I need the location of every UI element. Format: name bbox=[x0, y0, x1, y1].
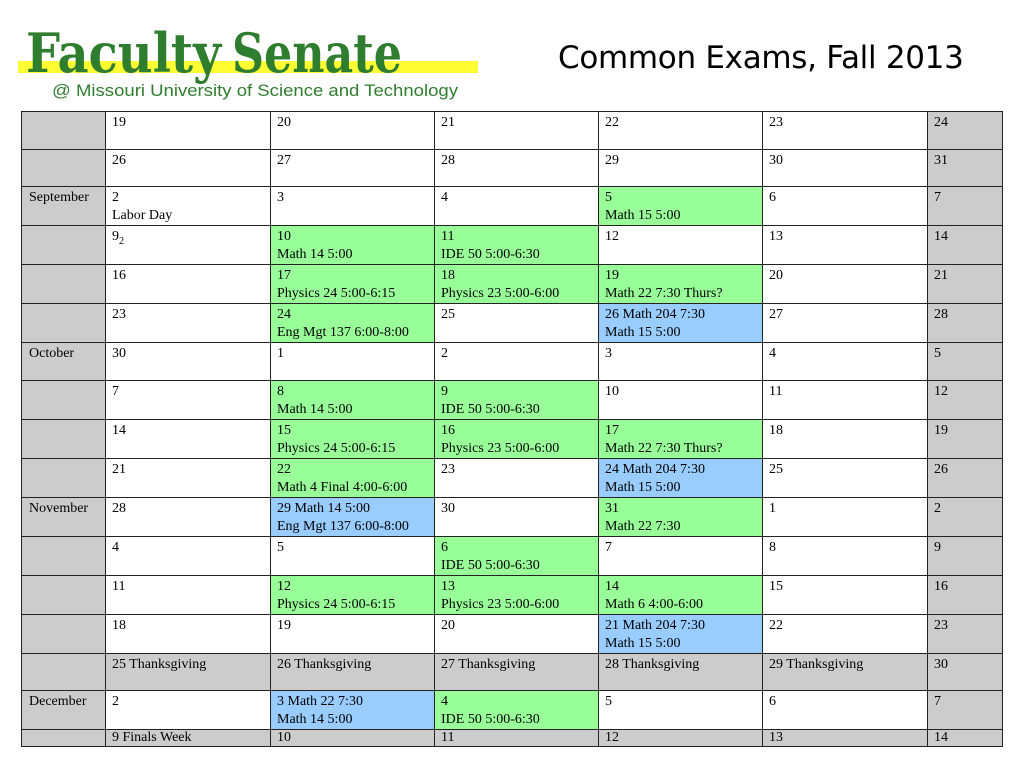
day-number: 20 bbox=[441, 617, 455, 633]
day-cell bbox=[763, 304, 928, 343]
day-number: 6 bbox=[769, 190, 776, 206]
day-number: 9 bbox=[934, 539, 941, 555]
day-number: 30 bbox=[441, 500, 455, 516]
day-number: 9 bbox=[441, 383, 448, 399]
day-cell bbox=[763, 497, 928, 536]
day-number: 21 bbox=[441, 115, 455, 130]
calendar-week-row bbox=[22, 112, 1003, 150]
day-cell bbox=[763, 187, 928, 226]
day-cell bbox=[599, 653, 763, 691]
day-number: 19 bbox=[605, 268, 619, 284]
day-number: 19 bbox=[934, 422, 948, 438]
day-cell bbox=[106, 536, 271, 575]
day-cell bbox=[271, 265, 435, 304]
day-number: 13 bbox=[769, 730, 783, 746]
day-cell bbox=[435, 149, 599, 187]
day-cell bbox=[763, 343, 928, 381]
day-cell bbox=[106, 343, 271, 381]
day-cell bbox=[106, 187, 271, 226]
day-cell bbox=[763, 265, 928, 304]
day-cell bbox=[271, 497, 435, 536]
exam-note: Math 22 7:30 Thurs? bbox=[605, 440, 723, 456]
day-cell bbox=[106, 419, 271, 458]
day-number: 11 bbox=[769, 383, 783, 399]
day-number: 5 bbox=[605, 694, 612, 710]
day-number: 27 Thanksgiving bbox=[441, 656, 536, 672]
day-cell bbox=[763, 419, 928, 458]
day-number: 25 Thanksgiving bbox=[112, 656, 207, 672]
day-number: 1 bbox=[277, 346, 284, 362]
day-cell bbox=[271, 380, 435, 419]
day-number: 16 bbox=[441, 422, 455, 438]
day-cell bbox=[763, 149, 928, 187]
day-number: 28 bbox=[112, 500, 126, 516]
day-number: 21 bbox=[934, 268, 948, 284]
exam-calendar-table bbox=[21, 111, 1003, 747]
exam-note: Math 14 5:00 bbox=[277, 247, 353, 263]
day-number: 3 bbox=[605, 346, 612, 362]
day-cell bbox=[599, 343, 763, 381]
exam-note: Eng Mgt 137 6:00-8:00 bbox=[277, 325, 409, 341]
day-number: 11 bbox=[441, 229, 455, 245]
exam-note: Labor Day bbox=[112, 208, 173, 224]
day-cell bbox=[106, 730, 271, 747]
day-number: 25 bbox=[769, 461, 783, 477]
month-label bbox=[22, 226, 106, 265]
day-number: 27 bbox=[277, 152, 291, 168]
month-label bbox=[22, 536, 106, 575]
day-cell bbox=[928, 343, 1003, 381]
day-subscript: 2 bbox=[119, 235, 124, 247]
month-label bbox=[22, 653, 106, 691]
day-cell bbox=[435, 575, 599, 614]
day-cell bbox=[928, 265, 1003, 304]
day-cell bbox=[106, 575, 271, 614]
calendar-week-row bbox=[22, 187, 1003, 226]
day-cell bbox=[435, 343, 599, 381]
day-cell bbox=[435, 226, 599, 265]
day-number: 28 bbox=[441, 152, 455, 168]
day-cell bbox=[435, 112, 599, 150]
day-number: 22 bbox=[277, 461, 291, 477]
day-number: 13 bbox=[441, 578, 455, 594]
exam-note: IDE 50 5:00-6:30 bbox=[441, 712, 540, 728]
day-number: 24 bbox=[277, 307, 291, 323]
day-number: 26 Math 204 7:30 bbox=[605, 307, 705, 323]
day-cell bbox=[599, 304, 763, 343]
logo-letter-f: Faculty bbox=[26, 21, 223, 85]
day-cell bbox=[599, 458, 763, 497]
day-number: 29 Thanksgiving bbox=[769, 656, 864, 672]
day-cell bbox=[928, 304, 1003, 343]
day-cell bbox=[271, 187, 435, 226]
calendar-week-row bbox=[22, 730, 1003, 747]
day-cell bbox=[106, 653, 271, 691]
day-number: 5 bbox=[934, 346, 941, 362]
exam-note: Eng Mgt 137 6:00-8:00 bbox=[277, 518, 409, 534]
day-cell bbox=[763, 653, 928, 691]
faculty-senate-logo bbox=[18, 14, 480, 104]
day-number: 29 Math 14 5:00 bbox=[277, 500, 370, 516]
day-number: 28 Thanksgiving bbox=[605, 656, 700, 672]
day-number: 6 bbox=[441, 539, 448, 555]
page-title: Common Exams, Fall 2013 bbox=[558, 40, 964, 76]
day-cell bbox=[106, 265, 271, 304]
month-label: September bbox=[22, 187, 106, 226]
day-number: 4 bbox=[769, 346, 776, 362]
day-cell bbox=[763, 691, 928, 730]
day-cell bbox=[599, 187, 763, 226]
day-number: 18 bbox=[769, 422, 783, 438]
exam-note: IDE 50 5:00-6:30 bbox=[441, 247, 540, 263]
day-cell bbox=[435, 187, 599, 226]
exam-note: IDE 50 5:00-6:30 bbox=[441, 557, 540, 573]
day-number: 6 bbox=[769, 694, 776, 710]
calendar-week-row bbox=[22, 691, 1003, 730]
exam-note: Math 15 5:00 bbox=[605, 208, 681, 224]
day-number: 12 bbox=[605, 229, 619, 245]
month-label: October bbox=[22, 343, 106, 381]
day-number: 15 bbox=[277, 422, 291, 438]
day-cell bbox=[599, 614, 763, 653]
day-number: 8 bbox=[769, 539, 776, 555]
day-number: 2 bbox=[934, 500, 941, 516]
day-number: 26 bbox=[112, 152, 126, 168]
day-cell bbox=[928, 536, 1003, 575]
day-number: 19 bbox=[112, 115, 126, 130]
day-cell bbox=[599, 419, 763, 458]
day-cell bbox=[106, 691, 271, 730]
day-cell bbox=[435, 536, 599, 575]
day-number: 29 bbox=[605, 152, 619, 168]
day-number: 10 bbox=[277, 229, 291, 245]
day-number: 23 bbox=[441, 461, 455, 477]
day-number: 23 bbox=[934, 617, 948, 633]
day-cell bbox=[435, 653, 599, 691]
day-number: 26 Thanksgiving bbox=[277, 656, 372, 672]
day-number: 25 bbox=[441, 307, 455, 323]
day-number: 12 bbox=[605, 730, 619, 746]
day-number: 21 Math 204 7:30 bbox=[605, 617, 705, 633]
day-cell bbox=[928, 614, 1003, 653]
calendar-week-row bbox=[22, 575, 1003, 614]
day-cell bbox=[599, 112, 763, 150]
calendar-week-row bbox=[22, 304, 1003, 343]
day-cell bbox=[271, 112, 435, 150]
day-number: 5 bbox=[605, 190, 612, 206]
logo-subtitle: @ Missouri University of Science and Technology bbox=[52, 81, 459, 100]
day-cell bbox=[599, 380, 763, 419]
day-cell bbox=[435, 614, 599, 653]
month-label: November bbox=[22, 497, 106, 536]
day-cell bbox=[106, 380, 271, 419]
day-number: 21 bbox=[112, 461, 126, 477]
exam-note: Math 15 5:00 bbox=[605, 635, 681, 651]
day-number: 7 bbox=[605, 539, 612, 555]
day-number: 7 bbox=[934, 190, 941, 206]
day-cell bbox=[928, 380, 1003, 419]
day-number: $9_2$ bbox=[112, 229, 124, 247]
day-cell bbox=[271, 653, 435, 691]
day-cell bbox=[763, 380, 928, 419]
day-number: 30 bbox=[934, 656, 948, 672]
exam-note: Math 22 7:30 bbox=[605, 518, 681, 534]
day-number: 1 bbox=[769, 500, 776, 516]
day-cell bbox=[928, 653, 1003, 691]
day-cell bbox=[271, 226, 435, 265]
day-number: 7 bbox=[112, 383, 119, 399]
calendar-week-row bbox=[22, 536, 1003, 575]
day-cell bbox=[435, 691, 599, 730]
day-cell bbox=[106, 304, 271, 343]
day-number: 2 bbox=[112, 190, 119, 206]
day-number: 16 bbox=[112, 268, 126, 284]
day-number: 30 bbox=[112, 346, 126, 362]
day-number: 11 bbox=[441, 730, 455, 746]
day-cell bbox=[106, 458, 271, 497]
day-number: 13 bbox=[769, 229, 783, 245]
day-cell bbox=[435, 304, 599, 343]
day-number: 14 bbox=[112, 422, 126, 438]
exam-note: Physics 23 5:00-6:00 bbox=[441, 440, 560, 456]
day-cell bbox=[106, 149, 271, 187]
day-cell bbox=[928, 575, 1003, 614]
month-label bbox=[22, 380, 106, 419]
day-cell bbox=[599, 497, 763, 536]
day-number: 22 bbox=[605, 115, 619, 130]
day-cell bbox=[106, 226, 271, 265]
day-cell bbox=[928, 226, 1003, 265]
month-label: December bbox=[22, 691, 106, 730]
day-cell bbox=[271, 149, 435, 187]
day-number: 4 bbox=[112, 539, 119, 555]
day-number: 24 bbox=[934, 115, 948, 130]
day-cell bbox=[928, 691, 1003, 730]
day-number: 23 bbox=[112, 307, 126, 323]
day-number: 14 bbox=[934, 730, 948, 746]
day-cell bbox=[928, 149, 1003, 187]
day-number: 20 bbox=[769, 268, 783, 284]
day-number: 30 bbox=[769, 152, 783, 168]
day-number: 5 bbox=[277, 539, 284, 555]
day-cell bbox=[435, 497, 599, 536]
day-cell bbox=[763, 458, 928, 497]
month-label bbox=[22, 112, 106, 150]
month-label bbox=[22, 419, 106, 458]
calendar-week-row bbox=[22, 265, 1003, 304]
day-cell bbox=[435, 265, 599, 304]
day-number: 23 bbox=[769, 115, 783, 130]
exam-note: Math 14 5:00 bbox=[277, 712, 353, 728]
calendar-week-row bbox=[22, 653, 1003, 691]
month-label bbox=[22, 265, 106, 304]
day-cell bbox=[599, 575, 763, 614]
exam-note: Math 15 5:00 bbox=[605, 479, 681, 495]
day-cell bbox=[271, 343, 435, 381]
day-cell bbox=[271, 730, 435, 747]
day-number: 10 bbox=[277, 730, 291, 746]
exam-note: Math 6 4:00-6:00 bbox=[605, 596, 703, 612]
day-cell bbox=[435, 419, 599, 458]
calendar-week-row bbox=[22, 226, 1003, 265]
day-number: 11 bbox=[112, 578, 126, 594]
exam-note: Physics 24 5:00-6:15 bbox=[277, 286, 396, 302]
day-number: 8 bbox=[277, 383, 284, 399]
day-number: 17 bbox=[277, 268, 291, 284]
day-cell bbox=[271, 614, 435, 653]
day-number: 2 bbox=[441, 346, 448, 362]
day-cell bbox=[763, 614, 928, 653]
day-number: 28 bbox=[934, 307, 948, 323]
month-label bbox=[22, 730, 106, 747]
day-cell bbox=[928, 112, 1003, 150]
day-cell bbox=[763, 575, 928, 614]
logo-letter-s: Senate bbox=[232, 21, 402, 85]
month-label bbox=[22, 614, 106, 653]
day-cell bbox=[435, 458, 599, 497]
calendar-week-row bbox=[22, 497, 1003, 536]
day-number: 4 bbox=[441, 694, 448, 710]
exam-note: Math 15 5:00 bbox=[605, 325, 681, 341]
exam-note: Physics 23 5:00-6:00 bbox=[441, 596, 560, 612]
month-label bbox=[22, 575, 106, 614]
day-number: 15 bbox=[769, 578, 783, 594]
day-cell bbox=[271, 419, 435, 458]
calendar-week-row bbox=[22, 343, 1003, 381]
calendar-week-row bbox=[22, 614, 1003, 653]
day-cell bbox=[271, 691, 435, 730]
day-cell bbox=[271, 458, 435, 497]
day-cell bbox=[599, 265, 763, 304]
day-cell bbox=[763, 226, 928, 265]
day-number: 24 Math 204 7:30 bbox=[605, 461, 705, 477]
exam-note: Physics 24 5:00-6:15 bbox=[277, 440, 396, 456]
calendar-week-row bbox=[22, 149, 1003, 187]
day-cell bbox=[928, 419, 1003, 458]
day-number: 31 bbox=[934, 152, 948, 168]
day-cell bbox=[928, 187, 1003, 226]
day-cell bbox=[435, 380, 599, 419]
day-cell bbox=[928, 458, 1003, 497]
day-number: 17 bbox=[605, 422, 619, 438]
day-number: 31 bbox=[605, 500, 619, 516]
exam-note: Math 14 5:00 bbox=[277, 401, 353, 417]
day-number: 16 bbox=[934, 578, 948, 594]
day-number: 22 bbox=[769, 617, 783, 633]
day-cell bbox=[599, 149, 763, 187]
exam-note: Physics 24 5:00-6:15 bbox=[277, 596, 396, 612]
day-number: 18 bbox=[441, 268, 455, 284]
day-number: 2 bbox=[112, 694, 119, 710]
day-number: 3 bbox=[277, 190, 284, 206]
day-cell bbox=[435, 730, 599, 747]
exam-note: Math 4 Final 4:00-6:00 bbox=[277, 479, 408, 495]
calendar-week-row bbox=[22, 380, 1003, 419]
calendar-week-row bbox=[22, 458, 1003, 497]
day-cell bbox=[271, 304, 435, 343]
exam-note: IDE 50 5:00-6:30 bbox=[441, 401, 540, 417]
day-number: 12 bbox=[934, 383, 948, 399]
day-number: 18 bbox=[112, 617, 126, 633]
day-number: 20 bbox=[277, 115, 291, 130]
day-number: 14 bbox=[934, 229, 948, 245]
day-number: 19 bbox=[277, 617, 291, 633]
day-number: 12 bbox=[277, 578, 291, 594]
day-cell bbox=[928, 497, 1003, 536]
day-cell bbox=[106, 614, 271, 653]
day-cell bbox=[599, 536, 763, 575]
day-number: 26 bbox=[934, 461, 948, 477]
day-cell bbox=[271, 575, 435, 614]
month-label bbox=[22, 304, 106, 343]
day-cell bbox=[599, 691, 763, 730]
day-cell bbox=[763, 536, 928, 575]
month-label bbox=[22, 149, 106, 187]
day-number: 7 bbox=[934, 694, 941, 710]
day-number: 4 bbox=[441, 190, 448, 206]
day-cell bbox=[928, 730, 1003, 747]
exam-note: Math 22 7:30 Thurs? bbox=[605, 286, 723, 302]
calendar-week-row bbox=[22, 419, 1003, 458]
day-number: 10 bbox=[605, 383, 619, 399]
day-cell bbox=[271, 536, 435, 575]
day-number: 14 bbox=[605, 578, 619, 594]
month-label bbox=[22, 458, 106, 497]
day-cell bbox=[763, 112, 928, 150]
day-cell bbox=[106, 497, 271, 536]
day-cell bbox=[599, 730, 763, 747]
day-cell bbox=[763, 730, 928, 747]
exam-note: Physics 23 5:00-6:00 bbox=[441, 286, 560, 302]
day-number: 3 Math 22 7:30 bbox=[277, 694, 363, 710]
day-number: 9 Finals Week bbox=[112, 730, 192, 746]
day-number: 27 bbox=[769, 307, 783, 323]
day-cell bbox=[106, 112, 271, 150]
day-cell bbox=[599, 226, 763, 265]
